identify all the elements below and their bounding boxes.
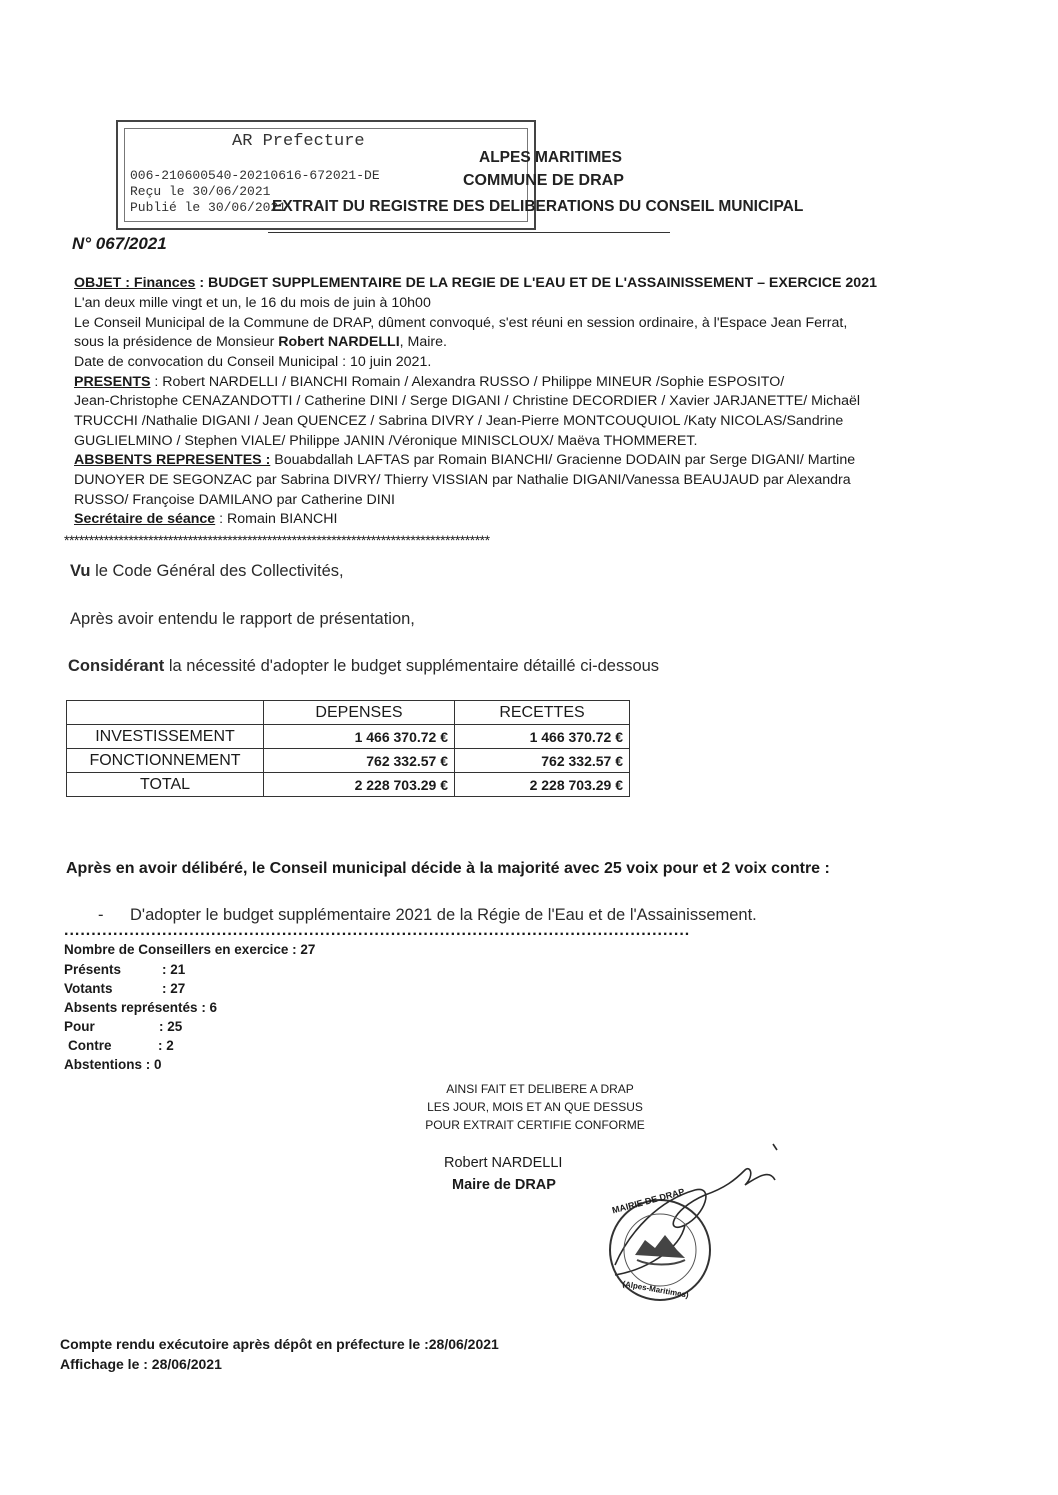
presents-line-4: GUGLIELMINO / Stephen VIALE/ Philippe JANIN /Véronique MINISCLOUX/ Maëva THOMMERET.	[74, 433, 698, 449]
deliberation-number: N° 067/2021	[72, 234, 167, 253]
certification-line-1: AINSI FAIT ET DELIBERE A DRAP	[446, 1082, 634, 1096]
considerant-line	[68, 657, 659, 676]
absents-label: ABSBENTS REPRESENTES :	[74, 452, 271, 468]
commune-name: COMMUNE DE DRAP	[463, 172, 624, 189]
tally-value: : 25	[159, 1019, 183, 1034]
absents-line-2: DUNOYER DE SEGONZAC par Sabrina DIVRY/ Thierry VISSIAN par Nathalie DIGANI/Vanessa BEAUJAUD par Alexandra	[74, 472, 851, 488]
header-rule	[268, 232, 670, 233]
tally-value: : 2	[158, 1038, 174, 1053]
table-row	[67, 725, 630, 749]
absents-line-3: RUSSO/ Françoise DAMILANO par Catherine DINI	[74, 492, 395, 508]
tally-label: Absents représentés	[64, 1000, 198, 1015]
tally-votants	[64, 981, 186, 996]
separator-stars: **************************************************************************************	[64, 532, 490, 548]
signatory-title: Maire de DRAP	[452, 1177, 556, 1193]
apres-rapport-line: Après avoir entendu le rapport de présentation,	[70, 610, 415, 628]
table-row	[67, 773, 630, 797]
stamp-publie-date: Publié le 30/06/2021	[130, 200, 287, 215]
presidence-suffix: , Maire.	[399, 334, 447, 350]
total-depenses: 2 228 703.29 €	[264, 773, 455, 797]
tally-label: Contre	[68, 1038, 112, 1053]
certification-line-2: LES JOUR, MOIS ET AN QUE DESSUS	[427, 1100, 643, 1114]
considerant-text: la nécessité d'adopter le budget supplémentaire détaillé ci-dessous	[164, 657, 660, 675]
investissement-depenses: 1 466 370.72 €	[264, 725, 455, 749]
bullet-dash: -	[98, 906, 104, 924]
decision-item: D'adopter le budget supplémentaire 2021 de la Régie de l'Eau et de l'Assainissement.	[130, 906, 757, 924]
footer-affichage: Affichage le : 28/06/2021	[60, 1356, 222, 1372]
department-name: ALPES MARITIMES	[479, 149, 622, 166]
budget-table	[66, 700, 630, 797]
tally-presents	[64, 962, 186, 977]
tally-abstentions	[64, 1057, 162, 1072]
tally-value: : 27	[162, 981, 186, 996]
tally-absents	[64, 1000, 217, 1015]
tally-label: Pour	[64, 1019, 95, 1034]
stamp-act-id: 006-210600540-20210616-672021-DE	[130, 168, 380, 183]
row-label-fonctionnement: FONCTIONNEMENT	[67, 749, 264, 773]
seal-top-text: MAIRIE DE DRAP	[610, 1186, 686, 1216]
vu-text: le Code Général des Collectivités,	[90, 562, 344, 580]
objet-line	[74, 275, 877, 291]
investissement-recettes: 1 466 370.72 €	[455, 725, 630, 749]
separator-dots: ...................................................................................................................	[64, 922, 691, 939]
tally-conseillers	[64, 942, 315, 957]
presents-text-1: : Robert NARDELLI / BIANCHI Romain / Alexandra RUSSO / Philippe MINEUR /Sophie ESPOSITO/	[150, 374, 785, 390]
presents-line-2: Jean-Christophe CENAZANDOTTI / Catherine DINI / Serge DIGANI / Christine DECORDIER / Xavier JARJANETTE/ Michaël	[74, 393, 861, 409]
objet-separator: :	[195, 275, 209, 291]
fonctionnement-recettes: 762 332.57 €	[455, 749, 630, 773]
tally-value: : 27	[288, 942, 316, 957]
tally-label: Nombre de Conseillers en exercice	[64, 942, 289, 957]
mayor-signature-and-seal	[585, 1140, 800, 1310]
objet-text: BUDGET SUPPLEMENTAIRE DE LA REGIE DE L'EAU ET DE L'ASSAINISSEMENT – EXERCICE 2021	[208, 275, 877, 291]
footer-compte-rendu: Compte rendu exécutoire après dépôt en préfecture le :28/06/2021	[60, 1336, 499, 1352]
tally-pour	[64, 1019, 183, 1034]
extract-title: EXTRAIT DU REGISTRE DES DELIBERATIONS DU CONSEIL MUNICIPAL	[272, 198, 804, 215]
tally-label: Abstentions	[64, 1057, 143, 1072]
tally-value: : 6	[197, 1000, 218, 1015]
presents-line-3: TRUCCHI /Nathalie DIGANI / Jean QUENCEZ / Sabrina DIVRY / Jean-Pierre MONTCOUQUIOL /Katy NICOLAS/Sandrine	[74, 413, 844, 429]
objet-label: OBJET : Finances	[74, 275, 196, 291]
certification-line-3: POUR EXTRAIT CERTIFIE CONFORME	[425, 1118, 645, 1132]
president-name: Robert NARDELLI	[278, 334, 400, 350]
stamp-title: AR Prefecture	[232, 132, 365, 151]
tally-value: : 0	[142, 1057, 162, 1072]
vu-label: Vu	[70, 562, 91, 580]
secretaire-line	[74, 511, 337, 527]
seal-bottom-text: (Alpes-Maritimes)	[621, 1279, 690, 1300]
intro-session: Le Conseil Municipal de la Commune de DRAP, dûment convoqué, s'est réuni en session ordinaire, à l'Espace Jean Ferrat,	[74, 315, 848, 331]
signatory-name: Robert NARDELLI	[444, 1155, 563, 1171]
table-header-recettes: RECETTES	[455, 701, 630, 725]
absents-text-1: Bouabdallah LAFTAS par Romain BIANCHI/ Gracienne DODAIN par Serge DIGANI/ Martine	[270, 452, 856, 468]
presidence-line	[74, 334, 447, 350]
fonctionnement-depenses: 762 332.57 €	[264, 749, 455, 773]
presents-label: PRESENTS	[74, 374, 151, 390]
decision-statement: Après en avoir délibéré, le Conseil municipal décide à la majorité avec 25 voix pour et 2 voix contre :	[66, 860, 830, 877]
secretaire-label: Secrétaire de séance	[74, 511, 216, 527]
row-label-total: TOTAL	[67, 773, 264, 797]
considerant-label: Considérant	[68, 657, 165, 675]
presidence-prefix: sous la présidence de Monsieur	[74, 334, 279, 350]
tally-label: Présents	[64, 962, 122, 977]
total-recettes: 2 228 703.29 €	[455, 773, 630, 797]
table-header-empty	[67, 701, 264, 725]
tally-label: Votants	[64, 981, 113, 996]
budget-table-header-row	[67, 701, 630, 725]
convocation-date: Date de convocation du Conseil Municipal : 10 juin 2021.	[74, 354, 432, 370]
table-header-depenses: DEPENSES	[264, 701, 455, 725]
tally-contre	[68, 1038, 174, 1053]
vu-line	[70, 562, 344, 581]
presents-line-1	[74, 374, 784, 390]
absents-line-1	[74, 452, 855, 468]
row-label-investissement: INVESTISSEMENT	[67, 725, 264, 749]
tally-value: : 21	[162, 962, 186, 977]
secretaire-value: : Romain BIANCHI	[215, 511, 338, 527]
table-row	[67, 749, 630, 773]
stamp-recu-date: Reçu le 30/06/2021	[130, 184, 271, 199]
intro-date: L'an deux mille vingt et un, le 16 du mois de juin à 10h00	[74, 295, 431, 311]
